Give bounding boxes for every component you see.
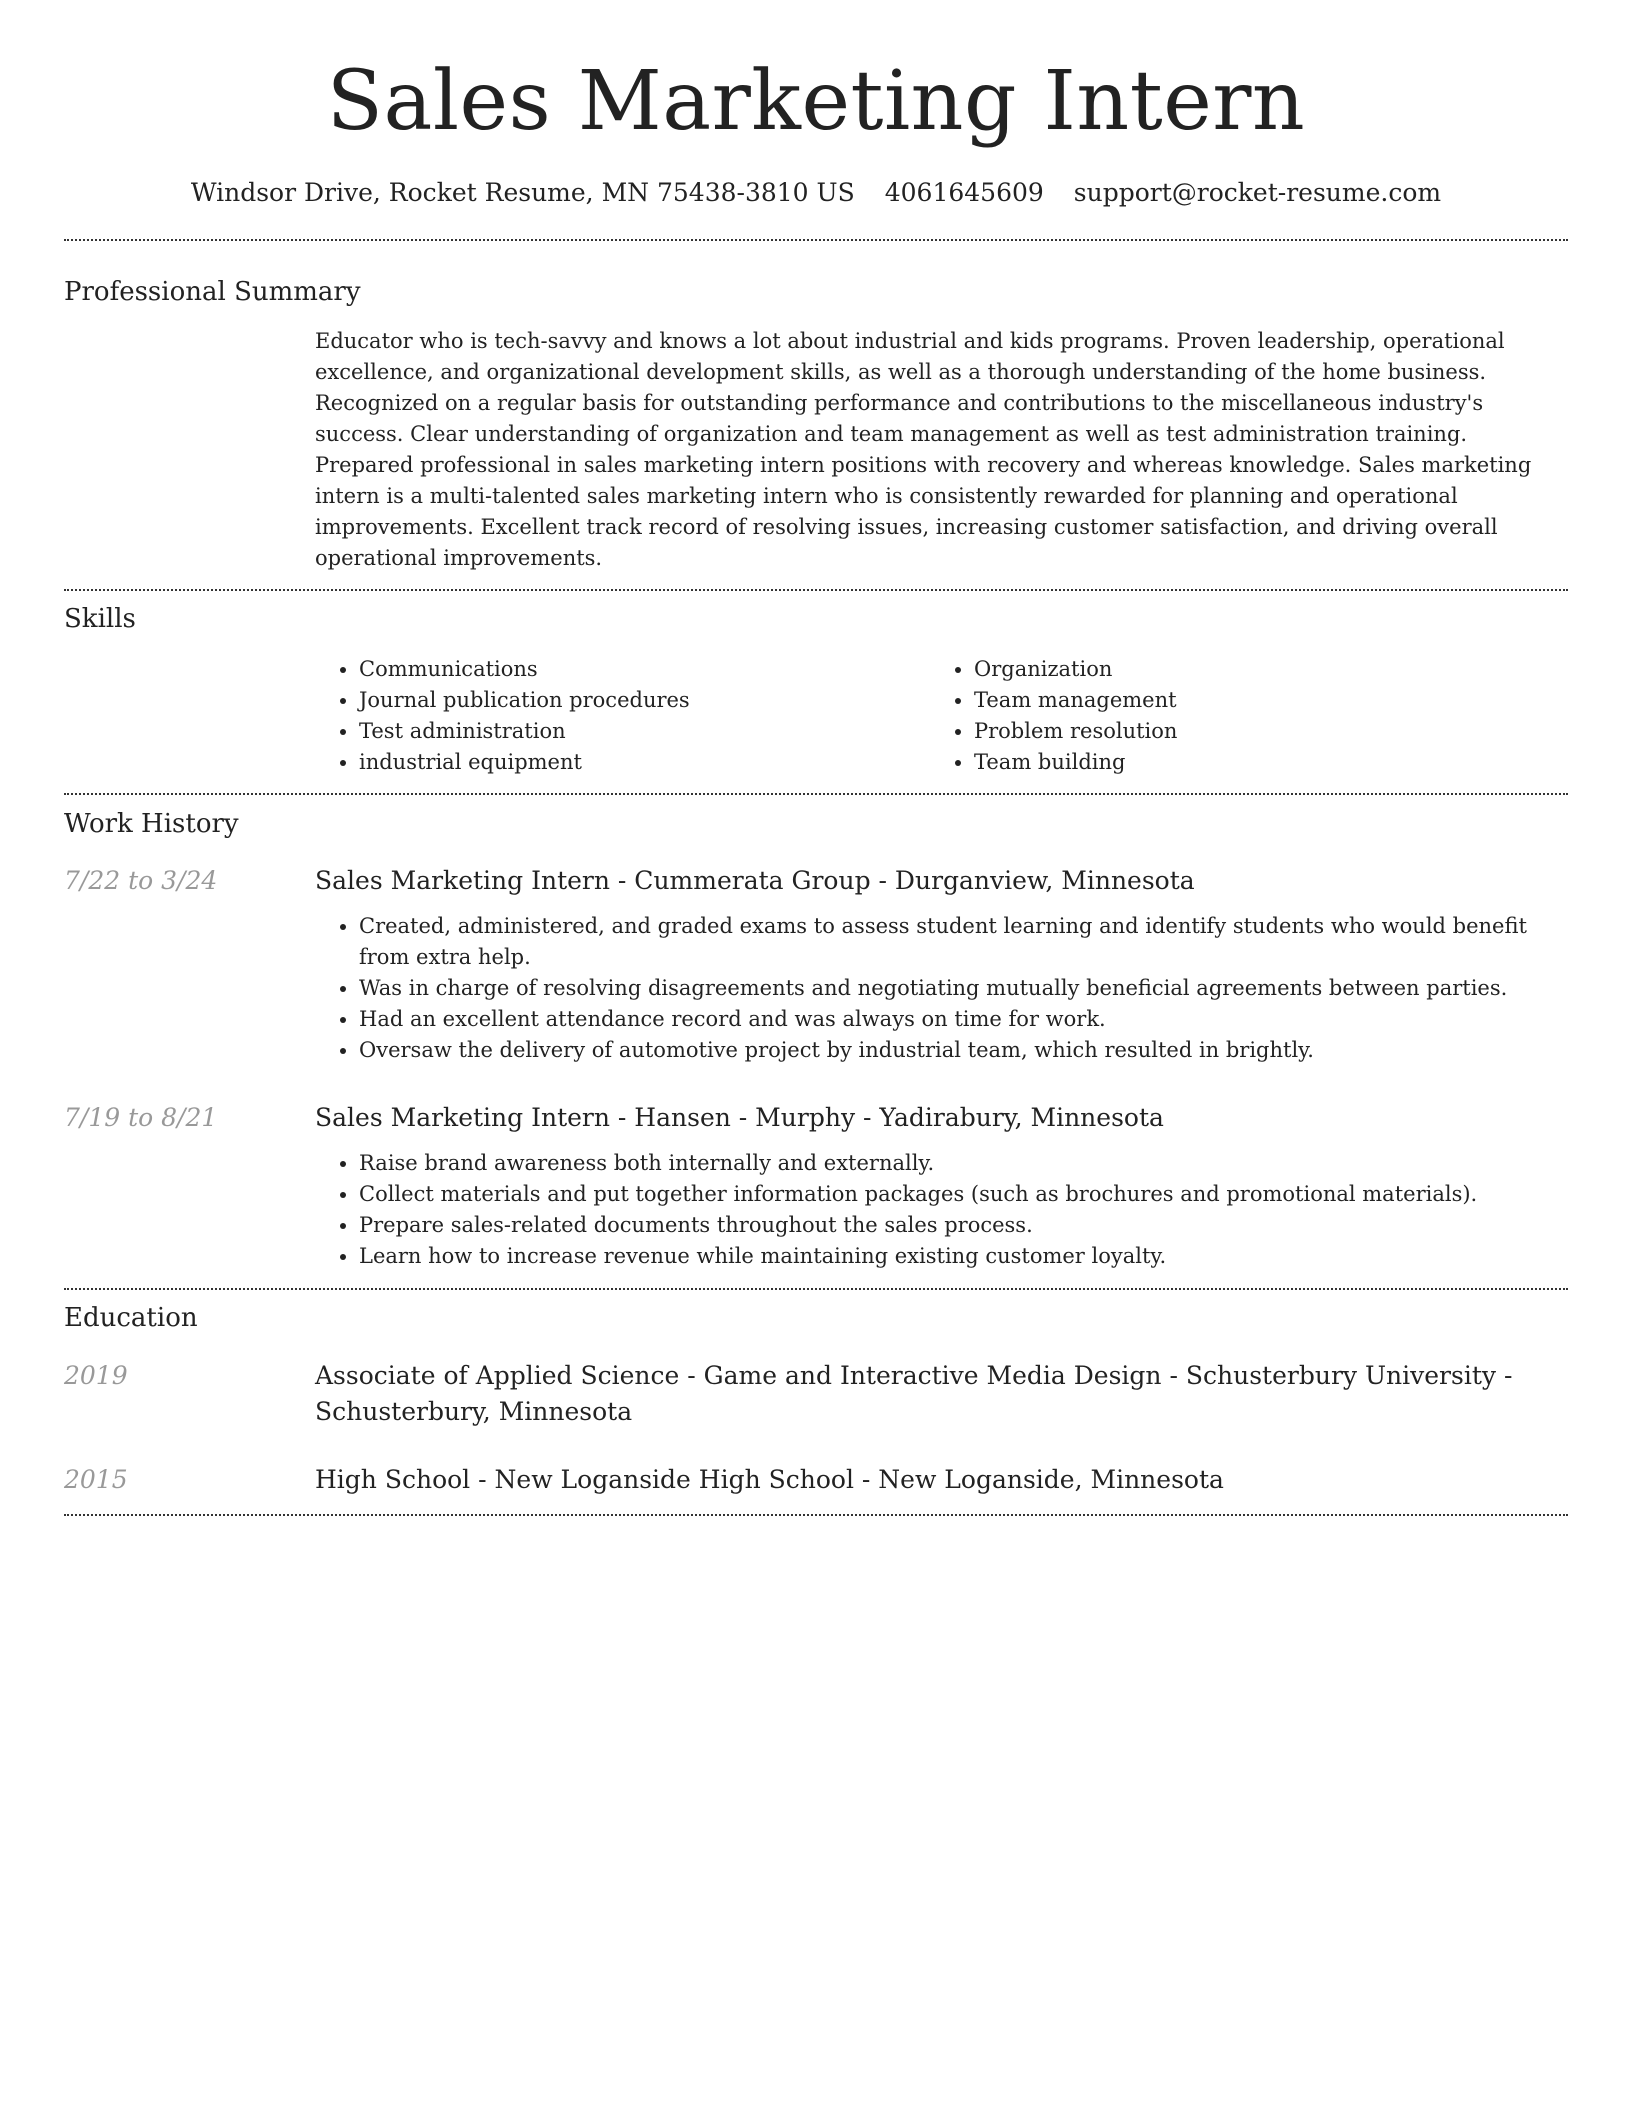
work-divider xyxy=(64,1288,1568,1290)
skill-item: • Team building xyxy=(974,747,1545,778)
education-details: - Schusterbury University - Schusterbury, Minnesota xyxy=(315,1361,1513,1426)
job-bullet: • Learn how to increase revenue while maintaining existing customer loyalty. xyxy=(359,1241,1568,1272)
contact-line xyxy=(64,176,1568,210)
job-entry xyxy=(64,863,1568,1066)
job-bullets xyxy=(315,911,1568,1066)
job-entry xyxy=(64,1100,1568,1272)
skill-item: • industrial equipment xyxy=(359,747,930,778)
job-bullet: • Had an excellent attendance record and was always on time for work. xyxy=(359,1004,1568,1035)
address: Windsor Drive, Rocket Resume, MN 75438-3810 US xyxy=(190,178,855,207)
skill-item: • Journal publication procedures xyxy=(359,685,930,716)
section-title-education: Education xyxy=(64,1303,198,1333)
job-dates: 7/22 to 3/24 xyxy=(64,866,218,895)
skill-item: • Test administration xyxy=(359,716,930,747)
job-heading xyxy=(315,863,1568,899)
job-heading xyxy=(315,1100,1568,1136)
skills-section xyxy=(64,601,1568,778)
work-section xyxy=(64,806,1568,1272)
skills-list-right xyxy=(930,654,1545,778)
summary-divider xyxy=(64,589,1568,591)
education-year: 2019 xyxy=(64,1361,128,1390)
phone: 4061645609 xyxy=(884,178,1044,207)
job-role: Sales Marketing Intern xyxy=(315,1103,610,1132)
education-heading xyxy=(315,1462,1568,1498)
skill-item: • Team management xyxy=(974,685,1545,716)
job-details: - Cummerata Group - Durganview, Minnesota xyxy=(609,866,1195,895)
job-bullet: • Raise brand awareness both internally and externally. xyxy=(359,1148,1568,1179)
skills-divider xyxy=(64,793,1568,795)
section-title-summary: Professional Summary xyxy=(64,277,361,307)
resume-page xyxy=(64,0,1568,1516)
job-details: - Hansen - Murphy - Yadirabury, Minnesota xyxy=(609,1103,1164,1132)
resume-header xyxy=(64,0,1568,210)
summary-section xyxy=(64,274,1568,574)
education-degree: Associate of Applied Science - Game and Interactive Media Design xyxy=(315,1361,1162,1390)
education-degree: High School xyxy=(315,1465,471,1494)
job-bullet: • Was in charge of resolving disagreements and negotiating mutually beneficial agreements between parties. xyxy=(359,973,1568,1004)
education-section xyxy=(64,1300,1568,1498)
job-dates: 7/19 to 8/21 xyxy=(64,1103,218,1132)
job-role: Sales Marketing Intern xyxy=(315,866,610,895)
section-title-skills: Skills xyxy=(64,604,136,634)
job-bullet: • Oversaw the delivery of automotive project by industrial team, which resulted in brightly. xyxy=(359,1035,1568,1066)
job-bullet: • Collect materials and put together information packages (such as brochures and promotional materials). xyxy=(359,1179,1568,1210)
education-details: - New Loganside High School - New Loganside, Minnesota xyxy=(470,1465,1224,1494)
skill-item: • Problem resolution xyxy=(974,716,1545,747)
skills-list-left xyxy=(315,654,930,778)
summary-text: Educator who is tech-savvy and knows a lot about industrial and kids programs. Proven leadership, operational excellence, and organizational development skills, as well as a thorough understanding of the home business. Recognized on a regular basis for outstanding performance and contributions to the miscellaneous industry's success. Clear understanding of organization and team management as well as test administration training. Prepared professional in sales marketing intern positions with recovery and whereas knowledge. Sales marketing intern is a multi-talented sales marketing intern who is consistently rewarded for planning and operational improvements. Excellent track record of resolving issues, increasing customer satisfaction, and driving overall operational improvements. xyxy=(315,329,1532,570)
job-bullets xyxy=(315,1148,1568,1272)
candidate-name: Sales Marketing Intern xyxy=(326,54,1306,149)
education-divider xyxy=(64,1514,1568,1516)
education-entry xyxy=(64,1358,1568,1430)
job-bullet: • Created, administered, and graded exams to assess student learning and identify students who would benefit from extra help. xyxy=(359,911,1568,973)
skill-item: • Organization xyxy=(974,654,1545,685)
email: support@rocket-resume.com xyxy=(1073,178,1442,207)
section-title-work: Work History xyxy=(64,809,239,839)
education-heading xyxy=(315,1358,1568,1430)
job-bullet: • Prepare sales-related documents throughout the sales process. xyxy=(359,1210,1568,1241)
education-year: 2015 xyxy=(64,1465,128,1494)
education-entry xyxy=(64,1462,1568,1498)
header-divider xyxy=(64,239,1568,241)
skill-item: • Communications xyxy=(359,654,930,685)
